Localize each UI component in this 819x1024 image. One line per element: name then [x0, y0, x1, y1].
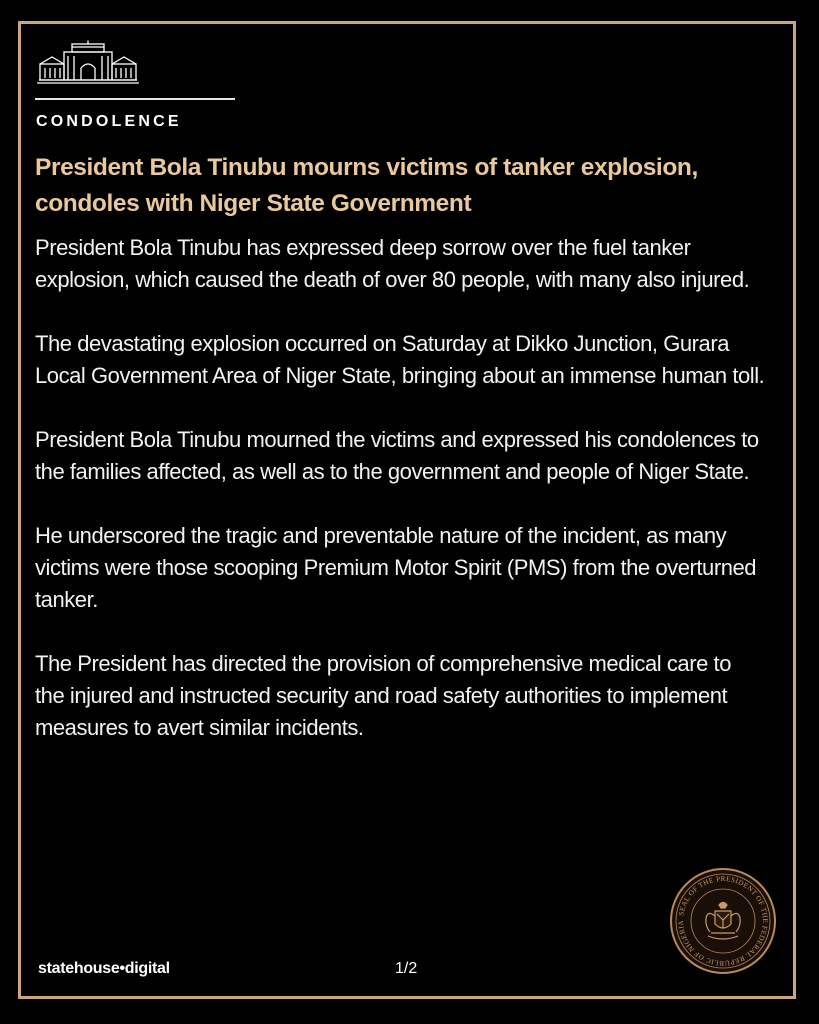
svg-text:SEAL OF THE PRESIDENT OF THE F: SEAL OF THE PRESIDENT OF THE FEDERAL REPUBLIC OF NIGERIA	[676, 874, 770, 968]
paragraph: He underscored the tragic and preventable nature of the incident, as many victims were those scooping Premium Motor Spirit (PMS) from the overturned tanker.	[35, 523, 757, 612]
category-label: CONDOLENCE	[36, 113, 182, 130]
article-body	[35, 232, 765, 776]
headline: President Bola Tinubu mourns victims of tanker explosion, condoles with Niger State Government	[35, 154, 698, 217]
page-indicator: 1/2	[395, 960, 418, 977]
paragraph: The President has directed the provision of comprehensive medical care to the injured and instructed security and road safety authorities to implement measures to avert similar incidents.	[35, 651, 731, 740]
paragraph: President Bola Tinubu mourned the victims and expressed his condolences to the families affected, as well as to the government and people of Niger State.	[35, 427, 759, 484]
header-divider	[35, 98, 235, 100]
paragraph: The devastating explosion occurred on Saturday at Dikko Junction, Gurara Local Government Area of Niger State, bringing about an immense human toll.	[35, 331, 765, 388]
paragraph: President Bola Tinubu has expressed deep sorrow over the fuel tanker explosion, which caused the death of over 80 people, with many also injured.	[35, 235, 750, 292]
state-house-building-icon	[36, 40, 140, 86]
statehouse-digital-brand: statehouse•digital	[38, 960, 170, 977]
presidential-seal-icon	[668, 866, 778, 976]
